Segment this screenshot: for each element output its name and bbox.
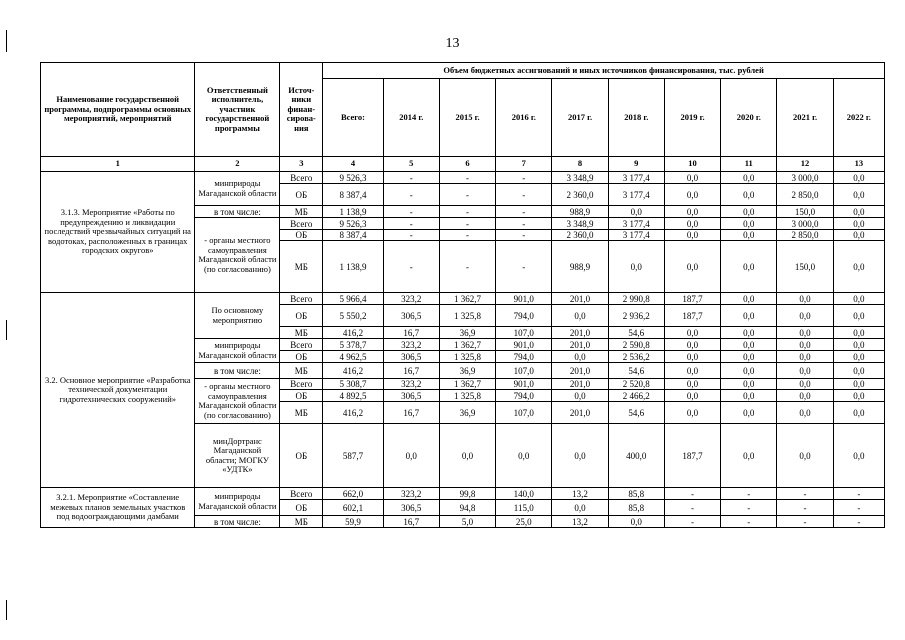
amount-cell: - xyxy=(439,172,495,184)
amount-cell: 94,8 xyxy=(439,500,495,516)
amount-cell: 0,0 xyxy=(721,402,777,424)
amount-cell: 0,0 xyxy=(721,172,777,184)
amount-cell: 25,0 xyxy=(496,516,552,528)
amount-cell: 988,9 xyxy=(552,206,608,218)
amount-cell: 1 362,7 xyxy=(439,293,495,305)
header-year: 2017 г. xyxy=(552,79,608,157)
funding-source: МБ xyxy=(280,206,323,218)
amount-cell: 0,0 xyxy=(777,402,833,424)
header-name: Наименование государственной программы, подпрограммы основных мероприятий, мероприятий xyxy=(41,63,195,157)
responsible-executor: По основному мероприятию xyxy=(195,293,280,339)
table-body xyxy=(41,172,885,528)
amount-cell: 13,2 xyxy=(552,488,608,500)
amount-cell: 85,8 xyxy=(608,500,664,516)
amount-cell: 8 387,4 xyxy=(323,230,383,241)
amount-cell: 794,0 xyxy=(496,305,552,327)
col-number: 5 xyxy=(383,157,439,172)
amount-cell: 201,0 xyxy=(552,327,608,339)
amount-cell: 0,0 xyxy=(721,339,777,351)
amount-cell: 0,0 xyxy=(777,424,833,488)
amount-cell: 3 348,9 xyxy=(552,172,608,184)
amount-cell: 0,0 xyxy=(833,339,884,351)
amount-cell: 5 966,4 xyxy=(323,293,383,305)
funding-source: Всего xyxy=(280,379,323,390)
funding-source: МБ xyxy=(280,402,323,424)
amount-cell: - xyxy=(833,500,884,516)
amount-cell: 36,9 xyxy=(439,402,495,424)
amount-cell: 0,0 xyxy=(777,293,833,305)
col-number: 13 xyxy=(833,157,884,172)
amount-cell: - xyxy=(777,500,833,516)
amount-cell: 3 348,9 xyxy=(552,218,608,230)
amount-cell: 0,0 xyxy=(833,184,884,206)
funding-source: Всего xyxy=(280,218,323,230)
amount-cell: - xyxy=(439,206,495,218)
responsible-executor: минприроды Магаданской области xyxy=(195,339,280,363)
funding-source: Всего xyxy=(280,293,323,305)
amount-cell: - xyxy=(439,230,495,241)
amount-cell: 3 177,4 xyxy=(608,172,664,184)
col-number: 9 xyxy=(608,157,664,172)
funding-source: ОБ xyxy=(280,230,323,241)
amount-cell: 0,0 xyxy=(383,424,439,488)
header-year: Всего: xyxy=(323,79,383,157)
amount-cell: 1 325,8 xyxy=(439,351,495,363)
funding-source: МБ xyxy=(280,241,323,293)
amount-cell: 13,2 xyxy=(552,516,608,528)
measure-name: 3.2.1. Мероприятие «Составление межевых планов земельных участков под водоограждающими дамбами xyxy=(41,488,195,528)
amount-cell: 107,0 xyxy=(496,402,552,424)
amount-cell: 0,0 xyxy=(721,379,777,390)
responsible-executor: минприроды Магаданской области xyxy=(195,172,280,206)
amount-cell: 3 177,4 xyxy=(608,184,664,206)
amount-cell: 3 000,0 xyxy=(777,218,833,230)
amount-cell: - xyxy=(664,500,720,516)
measure-name: 3.1.3. Мероприятие «Работы по предупреждению и ликвидации последствий чрезвычайных ситуаций на водотоках, расположенных в границах городских округов» xyxy=(41,172,195,293)
amount-cell: 0,0 xyxy=(664,339,720,351)
responsible-subnote: в том числе: xyxy=(195,206,280,218)
amount-cell: 2 536,2 xyxy=(608,351,664,363)
amount-cell: 0,0 xyxy=(721,363,777,379)
amount-cell: 0,0 xyxy=(664,390,720,402)
amount-cell: 0,0 xyxy=(664,327,720,339)
amount-cell: 0,0 xyxy=(664,172,720,184)
amount-cell: 794,0 xyxy=(496,390,552,402)
amount-cell: 0,0 xyxy=(833,305,884,327)
amount-cell: 0,0 xyxy=(552,390,608,402)
amount-cell: 0,0 xyxy=(833,241,884,293)
amount-cell: 85,8 xyxy=(608,488,664,500)
scan-edge-mark xyxy=(6,600,7,620)
amount-cell: 9 526,3 xyxy=(323,172,383,184)
amount-cell: 36,9 xyxy=(439,327,495,339)
amount-cell: - xyxy=(664,516,720,528)
col-number: 10 xyxy=(664,157,720,172)
amount-cell: 0,0 xyxy=(833,293,884,305)
amount-cell: 2 360,0 xyxy=(552,230,608,241)
amount-cell: - xyxy=(721,516,777,528)
amount-cell: 187,7 xyxy=(664,424,720,488)
amount-cell: 107,0 xyxy=(496,327,552,339)
amount-cell: 5 378,7 xyxy=(323,339,383,351)
amount-cell: 1 362,7 xyxy=(439,379,495,390)
amount-cell: 5,0 xyxy=(439,516,495,528)
amount-cell: 0,0 xyxy=(664,351,720,363)
amount-cell: 0,0 xyxy=(833,230,884,241)
amount-cell: 201,0 xyxy=(552,339,608,351)
col-number: 8 xyxy=(552,157,608,172)
responsible-executor: - органы местного самоуправления Магаданской области (по согласованию) xyxy=(195,218,280,293)
funding-source: ОБ xyxy=(280,184,323,206)
amount-cell: 0,0 xyxy=(777,351,833,363)
col-number: 11 xyxy=(721,157,777,172)
amount-cell: 2 590,8 xyxy=(608,339,664,351)
amount-cell: 4 892,5 xyxy=(323,390,383,402)
header-source: Источ-ники финан-сирова-ния xyxy=(280,63,323,157)
amount-cell: 187,7 xyxy=(664,305,720,327)
amount-cell: 0,0 xyxy=(664,230,720,241)
amount-cell: 16,7 xyxy=(383,516,439,528)
amount-cell: 416,2 xyxy=(323,363,383,379)
funding-source: ОБ xyxy=(280,390,323,402)
amount-cell: 0,0 xyxy=(777,379,833,390)
amount-cell: 0,0 xyxy=(721,424,777,488)
amount-cell: 0,0 xyxy=(721,241,777,293)
funding-source: ОБ xyxy=(280,424,323,488)
amount-cell: 0,0 xyxy=(833,206,884,218)
amount-cell: 115,0 xyxy=(496,500,552,516)
funding-source: МБ xyxy=(280,363,323,379)
amount-cell: 0,0 xyxy=(552,500,608,516)
amount-cell: 416,2 xyxy=(323,402,383,424)
col-number: 2 xyxy=(195,157,280,172)
amount-cell: 9 526,3 xyxy=(323,218,383,230)
amount-cell: 0,0 xyxy=(777,363,833,379)
funding-source: ОБ xyxy=(280,351,323,363)
funding-source: ОБ xyxy=(280,500,323,516)
amount-cell: 306,5 xyxy=(383,351,439,363)
table-row xyxy=(41,293,885,305)
amount-cell: 187,7 xyxy=(664,293,720,305)
amount-cell: - xyxy=(439,241,495,293)
amount-cell: 2 360,0 xyxy=(552,184,608,206)
amount-cell: 3 000,0 xyxy=(777,172,833,184)
amount-cell: 201,0 xyxy=(552,363,608,379)
table-row xyxy=(41,172,885,184)
responsible-subnote: в том числе: xyxy=(195,363,280,379)
amount-cell: 306,5 xyxy=(383,390,439,402)
amount-cell: 0,0 xyxy=(552,351,608,363)
measure-name: 3.2. Основное мероприятие «Разработка технической документации гидротехнических сооружений» xyxy=(41,293,195,488)
amount-cell: 3 177,4 xyxy=(608,230,664,241)
col-number: 4 xyxy=(323,157,383,172)
amount-cell: 99,8 xyxy=(439,488,495,500)
amount-cell: 1 325,8 xyxy=(439,305,495,327)
amount-cell: 416,2 xyxy=(323,327,383,339)
amount-cell: - xyxy=(383,241,439,293)
amount-cell: 0,0 xyxy=(664,379,720,390)
amount-cell: 602,1 xyxy=(323,500,383,516)
amount-cell: 16,7 xyxy=(383,327,439,339)
amount-cell: 0,0 xyxy=(777,339,833,351)
amount-cell: 2 466,2 xyxy=(608,390,664,402)
amount-cell: 0,0 xyxy=(721,390,777,402)
amount-cell: 662,0 xyxy=(323,488,383,500)
amount-cell: - xyxy=(439,218,495,230)
amount-cell: 0,0 xyxy=(833,402,884,424)
amount-cell: 0,0 xyxy=(777,305,833,327)
page-number: 13 xyxy=(445,36,460,51)
amount-cell: 201,0 xyxy=(552,293,608,305)
amount-cell: - xyxy=(833,488,884,500)
amount-cell: 1 138,9 xyxy=(323,206,383,218)
responsible-executor: минДортранс Магаданской области; МОГКУ «УДТК» xyxy=(195,424,280,488)
amount-cell: 5 308,7 xyxy=(323,379,383,390)
amount-cell: 0,0 xyxy=(608,241,664,293)
amount-cell: 0,0 xyxy=(721,327,777,339)
header-year: 2014 г. xyxy=(383,79,439,157)
amount-cell: - xyxy=(383,172,439,184)
header-year: 2018 г. xyxy=(608,79,664,157)
col-number: 7 xyxy=(496,157,552,172)
responsible-subnote: в том числе: xyxy=(195,516,280,528)
amount-cell: 587,7 xyxy=(323,424,383,488)
amount-cell: 1 362,7 xyxy=(439,339,495,351)
amount-cell: 400,0 xyxy=(608,424,664,488)
amount-cell: - xyxy=(664,488,720,500)
amount-cell: 0,0 xyxy=(833,351,884,363)
amount-cell: 0,0 xyxy=(833,327,884,339)
amount-cell: 0,0 xyxy=(833,172,884,184)
amount-cell: 2 520,8 xyxy=(608,379,664,390)
funding-source: ОБ xyxy=(280,305,323,327)
amount-cell: 2 990,8 xyxy=(608,293,664,305)
amount-cell: - xyxy=(721,500,777,516)
amount-cell: 901,0 xyxy=(496,293,552,305)
amount-cell: 0,0 xyxy=(721,305,777,327)
amount-cell: 0,0 xyxy=(664,241,720,293)
amount-cell: 0,0 xyxy=(833,218,884,230)
amount-cell: 8 387,4 xyxy=(323,184,383,206)
amount-cell: 0,0 xyxy=(664,363,720,379)
amount-cell: - xyxy=(383,184,439,206)
amount-cell: 323,2 xyxy=(383,339,439,351)
amount-cell: - xyxy=(496,206,552,218)
amount-cell: 2 850,0 xyxy=(777,184,833,206)
amount-cell: - xyxy=(383,206,439,218)
column-number-row xyxy=(41,157,885,172)
amount-cell: 0,0 xyxy=(777,390,833,402)
responsible-executor: - органы местного самоуправления Магаданской области (по согласованию) xyxy=(195,379,280,424)
header-funding: Объем бюджетных ассигнований и иных источников финансирования, тыс. рублей xyxy=(323,63,885,79)
amount-cell: 59,9 xyxy=(323,516,383,528)
amount-cell: 323,2 xyxy=(383,488,439,500)
amount-cell: 901,0 xyxy=(496,339,552,351)
header-year: 2015 г. xyxy=(439,79,495,157)
amount-cell: 5 550,2 xyxy=(323,305,383,327)
amount-cell: 107,0 xyxy=(496,363,552,379)
funding-source: Всего xyxy=(280,339,323,351)
amount-cell: 0,0 xyxy=(608,206,664,218)
amount-cell: 0,0 xyxy=(721,293,777,305)
table-row xyxy=(41,488,885,500)
header-year: 2019 г. xyxy=(664,79,720,157)
amount-cell: 0,0 xyxy=(833,424,884,488)
budget-table xyxy=(40,62,885,528)
funding-source: Всего xyxy=(280,172,323,184)
amount-cell: 0,0 xyxy=(777,327,833,339)
header-year: 2020 г. xyxy=(721,79,777,157)
amount-cell: 0,0 xyxy=(439,424,495,488)
amount-cell: 0,0 xyxy=(608,516,664,528)
amount-cell: 0,0 xyxy=(664,184,720,206)
amount-cell: 0,0 xyxy=(721,184,777,206)
amount-cell: 54,6 xyxy=(608,363,664,379)
responsible-executor: минприроды Магаданской области xyxy=(195,488,280,516)
amount-cell: 16,7 xyxy=(383,363,439,379)
amount-cell: 0,0 xyxy=(552,424,608,488)
amount-cell: 1 138,9 xyxy=(323,241,383,293)
amount-cell: - xyxy=(496,172,552,184)
amount-cell: 323,2 xyxy=(383,379,439,390)
amount-cell: - xyxy=(777,488,833,500)
amount-cell: 988,9 xyxy=(552,241,608,293)
amount-cell: - xyxy=(777,516,833,528)
amount-cell: 0,0 xyxy=(552,305,608,327)
amount-cell: 54,6 xyxy=(608,327,664,339)
amount-cell: 0,0 xyxy=(721,218,777,230)
header-year: 2021 г. xyxy=(777,79,833,157)
amount-cell: 0,0 xyxy=(721,351,777,363)
amount-cell: 0,0 xyxy=(664,402,720,424)
amount-cell: 201,0 xyxy=(552,379,608,390)
col-number: 1 xyxy=(41,157,195,172)
amount-cell: 1 325,8 xyxy=(439,390,495,402)
col-number: 6 xyxy=(439,157,495,172)
amount-cell: 0,0 xyxy=(833,379,884,390)
amount-cell: 201,0 xyxy=(552,402,608,424)
header-year: 2022 г. xyxy=(833,79,884,157)
amount-cell: 140,0 xyxy=(496,488,552,500)
amount-cell: - xyxy=(496,230,552,241)
amount-cell: 0,0 xyxy=(721,206,777,218)
amount-cell: - xyxy=(439,184,495,206)
amount-cell: 0,0 xyxy=(833,363,884,379)
amount-cell: 36,9 xyxy=(439,363,495,379)
amount-cell: 0,0 xyxy=(664,206,720,218)
amount-cell: 323,2 xyxy=(383,293,439,305)
amount-cell: 2 936,2 xyxy=(608,305,664,327)
funding-source: МБ xyxy=(280,516,323,528)
col-number: 3 xyxy=(280,157,323,172)
amount-cell: 0,0 xyxy=(721,230,777,241)
amount-cell: - xyxy=(833,516,884,528)
amount-cell: 16,7 xyxy=(383,402,439,424)
amount-cell: 0,0 xyxy=(496,424,552,488)
amount-cell: 150,0 xyxy=(777,206,833,218)
funding-source: Всего xyxy=(280,488,323,500)
amount-cell: - xyxy=(383,230,439,241)
col-number: 12 xyxy=(777,157,833,172)
amount-cell: - xyxy=(496,184,552,206)
amount-cell: 150,0 xyxy=(777,241,833,293)
amount-cell: 306,5 xyxy=(383,305,439,327)
amount-cell: - xyxy=(496,241,552,293)
header-responsible: Ответственный исполнитель, участник государственной программы xyxy=(195,63,280,157)
header-year: 2016 г. xyxy=(496,79,552,157)
amount-cell: 0,0 xyxy=(664,218,720,230)
scan-edge-mark xyxy=(6,320,7,340)
amount-cell: - xyxy=(721,488,777,500)
amount-cell: 794,0 xyxy=(496,351,552,363)
amount-cell: 3 177,4 xyxy=(608,218,664,230)
amount-cell: 0,0 xyxy=(833,390,884,402)
amount-cell: 2 850,0 xyxy=(777,230,833,241)
amount-cell: 54,6 xyxy=(608,402,664,424)
amount-cell: 4 962,5 xyxy=(323,351,383,363)
amount-cell: - xyxy=(383,218,439,230)
funding-source: МБ xyxy=(280,327,323,339)
amount-cell: 306,5 xyxy=(383,500,439,516)
amount-cell: - xyxy=(496,218,552,230)
amount-cell: 901,0 xyxy=(496,379,552,390)
